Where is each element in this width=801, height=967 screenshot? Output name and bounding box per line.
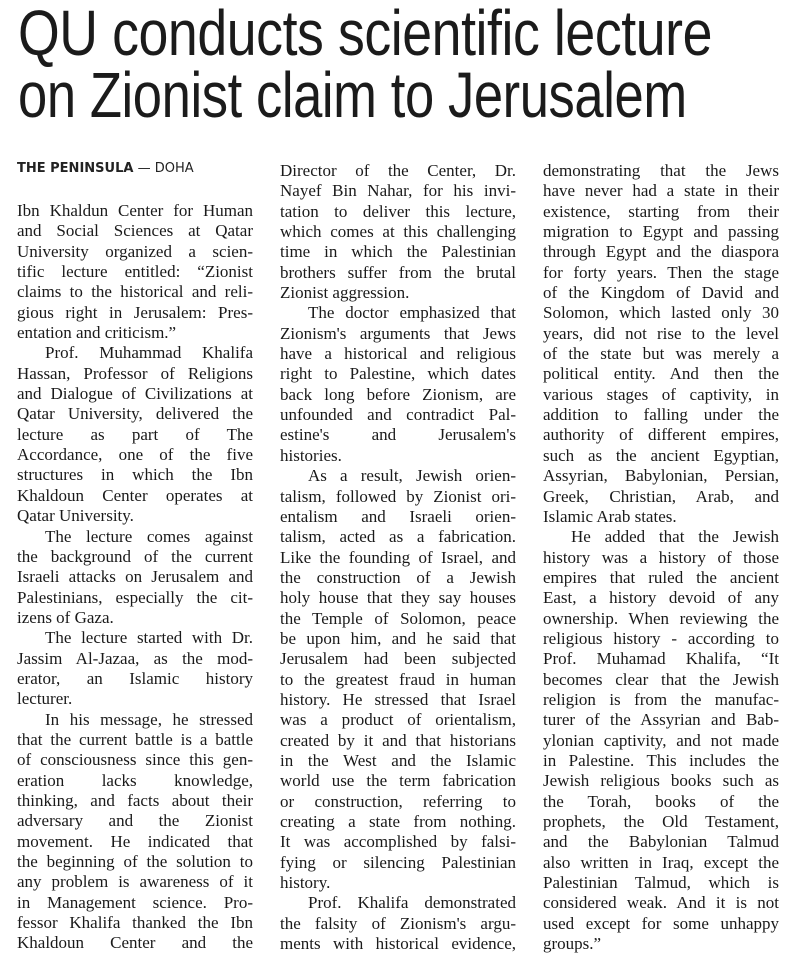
text-line: in Management science. Pro-: [17, 892, 253, 912]
text-line: groups.”: [543, 934, 602, 954]
article-column-2: [280, 161, 516, 954]
text-line: Solomon, which lasted only 30: [543, 303, 779, 323]
text-line: the background of the current: [17, 546, 253, 566]
text-line: various stages of captivity, in: [543, 384, 779, 404]
text-line: erator, an Islamic history: [17, 668, 253, 688]
text-line: fying or silencing Palestinian: [280, 852, 516, 872]
text-line: time in which the Palestinian: [280, 242, 516, 262]
paragraph: [17, 628, 253, 709]
byline-location: DOHA: [154, 161, 194, 176]
text-line: tific lecture entitled: “Zionist: [17, 262, 253, 282]
text-line: brothers suffer from the brutal: [280, 262, 516, 282]
text-line: of the state but was merely a: [543, 344, 779, 364]
text-line: Jewish religious books such as: [543, 771, 779, 791]
paragraph: [543, 161, 779, 527]
text-line: was a product of orientalism,: [280, 710, 516, 730]
text-line: the beginning of the solution to: [17, 852, 253, 871]
text-line: lecturer.: [17, 689, 73, 709]
text-line: lecture as part of The: [17, 424, 253, 444]
text-line: creating a state from nothing.: [280, 812, 516, 831]
paragraph: [17, 201, 253, 343]
text-line: such as the ancient Egyptian,: [543, 445, 779, 465]
headline-line-2: on Zionist claim to Jerusalem: [18, 59, 687, 131]
text-line: estine's and Jerusalem's: [280, 425, 516, 445]
text-line: and Social Sciences at Qatar: [17, 221, 253, 241]
text-line: izens of Gaza.: [17, 607, 114, 627]
headline-line-1: QU conducts scientific lecture: [18, 0, 712, 69]
headline: [18, 0, 801, 131]
text-line: becomes clear that the Jewish: [543, 669, 779, 689]
text-line: history was a history of those: [543, 547, 779, 567]
article-column-1: [17, 201, 253, 954]
text-line: Israeli attacks on Jerusalem and: [17, 567, 253, 587]
text-line: that the current battle is a battle: [17, 729, 253, 749]
text-line: Assyrian, Babylonian, Persian,: [543, 466, 779, 486]
text-line: for forty years. Then the stage: [543, 262, 779, 282]
text-line: addition to falling under the: [543, 405, 779, 425]
text-line: of consciousness since this gen-: [17, 750, 253, 770]
text-line: in Palestine. This includes the: [543, 750, 779, 770]
text-line: also written in Iraq, except the: [543, 852, 779, 872]
text-line: The lecture started with Dr.: [45, 628, 253, 648]
text-line: Jerusalem had been subjected: [280, 649, 516, 669]
text-line: Prof. Muhamad Khalifa, “It: [543, 649, 779, 669]
text-line: and Dialogue of Civilizations at: [17, 384, 253, 404]
text-line: Prof. Muhammad Khalifa: [45, 343, 253, 363]
text-line: Qatar University, delivered the: [17, 404, 253, 424]
text-line: existence, starting from their: [543, 201, 779, 221]
text-line: used except for some unhappy: [543, 913, 779, 933]
text-line: created by it and that historians: [280, 730, 516, 750]
text-line: religion is from the manufac-: [543, 689, 779, 709]
text-line: Greek, Christian, Arab, and: [543, 486, 779, 506]
text-line: gious right in Jerusalem: Pres-: [17, 302, 253, 322]
text-line: the falsity of Zionism's argu-: [280, 913, 516, 933]
text-line: Accordance, one of the five: [17, 445, 253, 465]
paragraph: [17, 343, 253, 526]
text-line: right to Palestine, which dates: [280, 364, 516, 384]
text-line: of the Kingdom of David and: [543, 283, 779, 303]
text-line: Jassim Al-Jazaa, as the mod-: [17, 648, 253, 668]
text-line: holy house that they say houses: [280, 588, 516, 608]
text-line: empires that ruled the ancient: [543, 567, 779, 587]
text-line: prophets, the Old Testament,: [543, 812, 779, 831]
text-line: structures in which the Ibn: [17, 465, 253, 485]
text-line: Palestinian Talmud, which is: [543, 873, 779, 893]
text-line: fessor Khalifa thanked the Ibn: [17, 913, 253, 933]
text-line: back long before Zionism, are: [280, 384, 516, 404]
text-line: and the Babylonian Talmud: [543, 832, 779, 852]
text-line: talism, acted as a fabrication.: [280, 527, 516, 547]
paragraph: [280, 893, 516, 954]
text-line: the Torah, books of the: [543, 791, 779, 811]
text-line: which comes at this challenging: [280, 222, 516, 242]
byline-source: THE PENINSULA: [17, 161, 134, 176]
text-line: be upon him, and he said that: [280, 628, 516, 648]
text-line: through Egypt and the diaspora: [543, 242, 779, 262]
text-line: the construction of a Jewish: [280, 567, 516, 587]
text-line: history. He stressed that Israel: [280, 689, 516, 709]
text-line: adversary and the Zionist: [17, 811, 253, 831]
text-line: entation and criticism.”: [17, 323, 177, 343]
text-line: migration to Egypt and passing: [543, 222, 779, 242]
paragraph: [543, 527, 779, 954]
text-line: unfounded and contradict Pal-: [280, 405, 516, 425]
text-line: Palestinians, especially the cit-: [17, 587, 253, 607]
text-line: It was accomplished by falsi-: [280, 832, 516, 852]
text-line: to the greatest fraud in human: [280, 669, 516, 689]
text-line: Islamic Arab states.: [543, 506, 677, 526]
text-line: eration lacks knowledge,: [17, 770, 253, 790]
text-line: ownership. When reviewing the: [543, 608, 779, 628]
text-line: Prof. Khalifa demonstrated: [308, 893, 516, 913]
text-line: He added that the Jewish: [571, 527, 779, 547]
paragraph: [280, 303, 516, 466]
paragraph: [280, 161, 516, 303]
byline-separator: —: [137, 161, 151, 176]
text-line: in the West and the Islamic: [280, 750, 516, 770]
text-line: history.: [280, 873, 331, 893]
text-line: have never had a state in their: [543, 181, 779, 201]
text-line: talism, followed by Zionist ori-: [280, 486, 516, 506]
text-line: any problem is awareness of it: [17, 872, 253, 892]
text-line: Like the founding of Israel, and: [280, 547, 516, 567]
text-line: religious history - according to: [543, 628, 779, 648]
text-line: entalism and Israeli orien-: [280, 506, 516, 526]
text-line: ylonian captivity, and not made: [543, 730, 779, 750]
text-line: world use the term fabrication: [280, 771, 516, 791]
text-line: As a result, Jewish orien-: [308, 466, 516, 486]
text-line: claims to the historical and reli-: [17, 282, 253, 302]
article-column-3: [543, 161, 779, 954]
text-line: or construction, referring to: [280, 791, 516, 811]
text-line: considered weak. And it is not: [543, 893, 779, 913]
text-line: authority of different empires,: [543, 425, 779, 445]
text-line: Director of the Center, Dr.: [280, 161, 516, 180]
text-line: political entity. And then the: [543, 364, 779, 384]
text-line: the Temple of Solomon, peace: [280, 608, 516, 628]
text-line: Zionism's arguments that Jews: [280, 323, 516, 343]
text-line: In his message, he stressed: [45, 709, 253, 729]
text-line: Hassan, Professor of Religions: [17, 363, 253, 383]
text-line: turer of the Assyrian and Bab-: [543, 710, 779, 730]
paragraph: [280, 466, 516, 893]
text-line: Khaldoun Center operates at: [17, 485, 253, 505]
text-line: Nayef Bin Nahar, for his invi-: [280, 181, 516, 201]
text-line: Zionist aggression.: [280, 283, 410, 303]
text-line: Qatar University.: [17, 506, 134, 526]
text-line: East, a history devoid of any: [543, 588, 779, 608]
text-line: movement. He indicated that: [17, 831, 253, 851]
text-line: histories.: [280, 445, 342, 465]
text-line: The doctor emphasized that: [308, 303, 516, 323]
text-line: ments with historical evidence,: [280, 934, 516, 954]
text-line: demonstrating that the Jews: [543, 161, 779, 180]
text-line: The lecture comes against: [45, 526, 253, 546]
text-line: thinking, and facts about their: [17, 790, 253, 810]
text-line: have a historical and religious: [280, 344, 516, 364]
paragraph: [17, 527, 253, 629]
text-line: Khaldoun Center and the: [17, 933, 253, 953]
text-line: years, did not rise to the level: [543, 323, 779, 343]
paragraph: [17, 710, 253, 954]
text-line: University organized a scien-: [17, 241, 253, 261]
text-line: Ibn Khaldun Center for Human: [17, 201, 253, 220]
byline: [17, 161, 194, 176]
text-line: tation to deliver this lecture,: [280, 201, 516, 221]
